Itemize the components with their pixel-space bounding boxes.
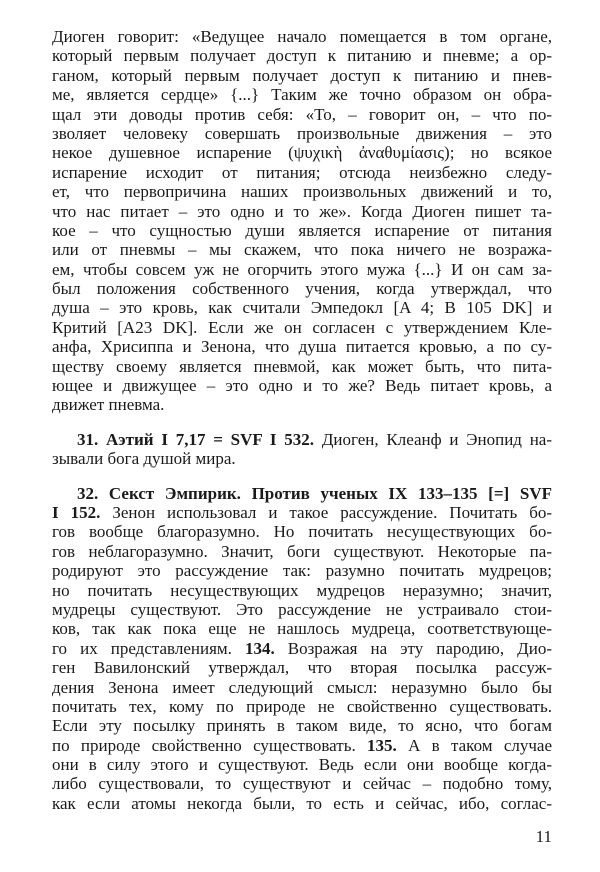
text-segment: мудрецы существуют. Это рассуждение не устраивало стои- <box>52 599 552 619</box>
text-line <box>52 66 552 85</box>
text-segment: гов вообще благоразумно. Но почитать несуществующих бо- <box>52 522 552 542</box>
text-segment: движет пневма. <box>52 395 165 415</box>
text-segment: щал эти доводы против себя: «То, – говорит он, – что по- <box>52 104 552 124</box>
text-segment: Зенон использовал и такое рассуждение. Почитать бо- <box>100 502 552 522</box>
fragment-reference: 135. <box>367 735 397 755</box>
text-segment: ген Вавилонский утверждал, что вторая посылка рассуж- <box>52 658 552 678</box>
text-segment: го их представлениям. <box>52 638 245 658</box>
text-line <box>52 202 552 221</box>
text-line <box>52 503 552 522</box>
text-segment: ем, чтобы совсем уж не огорчить этого мужа {...} И он сам за- <box>52 259 552 279</box>
text-line <box>52 357 552 376</box>
text-segment: почитать тех, кому по природе не свойственно существовать. <box>52 696 552 716</box>
text-line <box>52 279 552 298</box>
text-segment: ет, что первопричина наших произвольных движений и то, <box>52 182 552 202</box>
text-line <box>52 600 552 619</box>
text-segment: дения Зенона имеет следующий смысл: неразумно было бы <box>52 677 552 697</box>
text-segment: как если атомы некогда были, то есть и сейчас, ибо, соглас- <box>52 793 552 813</box>
fragment-reference: 32. Секст Эмпирик. Против ученых IX 133–135 [=] SVF <box>77 483 552 503</box>
text-line <box>52 430 552 449</box>
text-segment: ществу своему является пневмой, как может быть, что пита- <box>52 356 552 376</box>
text-line <box>52 774 552 793</box>
text-line <box>52 581 552 600</box>
text-line <box>52 395 552 414</box>
fragment-paragraph <box>52 430 552 469</box>
text-segment: либо существовали, то существуют и сейчас – подобно тому, <box>52 774 552 794</box>
fragment-reference: I 152. <box>52 502 101 522</box>
text-segment: испарение исходит от питания; отсюда неизбежно следу- <box>52 162 552 182</box>
text-line <box>52 46 552 65</box>
text-segment: анфа, Хрисиппа и Зенона, что душа питается кровью, а по су- <box>52 337 552 357</box>
text-segment: некое душевное испарение (ψυχικὴ ἀναθυμίασις); но всякое <box>52 143 552 163</box>
text-line <box>52 736 552 755</box>
text-line <box>52 522 552 541</box>
text-line <box>52 182 552 201</box>
fragment-reference: 134. <box>244 638 275 658</box>
text-line <box>52 163 552 182</box>
paragraph-continuation <box>52 27 552 415</box>
text-segment: который первым получает доступ к питанию и пневме; а ор- <box>52 46 552 66</box>
text-segment: Диоген, Клеанф и Энопид на- <box>314 429 553 449</box>
text-line <box>52 376 552 395</box>
text-segment: ков, так как пока еще не нашлось мудреца, соответствующе- <box>52 619 552 639</box>
text-line <box>52 542 552 561</box>
text-line <box>52 619 552 638</box>
text-line <box>52 105 552 124</box>
text-line <box>52 658 552 677</box>
text-line <box>52 260 552 279</box>
page-body <box>52 27 552 813</box>
text-line <box>52 639 552 658</box>
fragment-reference: 31. Аэтий I 7,17 = SVF I 532. <box>77 429 315 449</box>
text-line <box>52 221 552 240</box>
text-line <box>52 337 552 356</box>
text-segment: по природе свойственно существовать. <box>52 735 368 755</box>
text-segment: что нас питает – это одно и то же». Когда Диоген пишет та- <box>52 201 552 221</box>
text-line <box>52 755 552 774</box>
text-line <box>52 85 552 104</box>
text-line <box>52 794 552 813</box>
page-number: 11 <box>535 827 552 846</box>
text-line <box>52 240 552 259</box>
text-line <box>52 318 552 337</box>
text-line <box>52 697 552 716</box>
text-line <box>52 27 552 46</box>
text-segment: Критий [A23 DK]. Если же он согласен с утверждением Кле- <box>52 317 552 337</box>
text-segment: Диоген говорит: «Ведущее начало помещается в том органе, <box>52 27 552 46</box>
text-segment: душа – это кровь, как считали Эмпедокл [A 4; B 105 DK] и <box>52 298 552 318</box>
text-segment: ганом, который первым получает доступ к питанию и пнев- <box>52 65 552 85</box>
text-segment: гов неблагоразумно. Значит, боги существуют. Некоторые па- <box>52 541 552 561</box>
text-segment: но почитать несуществующих мудрецов неразумно; значит, <box>52 580 552 600</box>
text-line <box>52 678 552 697</box>
text-segment: зволяет человеку совершать произвольные движения – это <box>52 123 552 143</box>
text-segment: ме, является сердце» {...} Таким же точно образом он обра- <box>52 85 552 105</box>
text-line <box>52 716 552 735</box>
text-segment: Если эту посылку принять в таком виде, то ясно, что богам <box>52 716 552 736</box>
text-line <box>52 449 552 468</box>
text-segment: или от пневмы – мы скажем, что пока ничего не возража- <box>52 240 552 260</box>
text-line <box>52 561 552 580</box>
text-segment: родируют это рассуждение так: разумно почитать мудрецов; <box>52 561 552 581</box>
text-line <box>52 484 552 503</box>
text-segment: кое – что сущностью души является испарение от питания <box>52 220 552 240</box>
text-segment: они в силу этого и существуют. Ведь если они вообще когда- <box>52 755 552 775</box>
text-segment: Возражая на эту пародию, Дио- <box>274 638 553 658</box>
text-segment: зывали бога душой мира. <box>52 449 236 469</box>
text-line <box>52 143 552 162</box>
text-segment: А в таком случае <box>396 735 552 755</box>
fragment-paragraph <box>52 484 552 814</box>
text-line <box>52 298 552 317</box>
text-segment: ющее и движущее – это одно и то же? Ведь питает кровь, а <box>52 376 552 396</box>
text-segment: был положения собственного учения, когда утверждал, что <box>52 279 552 299</box>
text-line <box>52 124 552 143</box>
